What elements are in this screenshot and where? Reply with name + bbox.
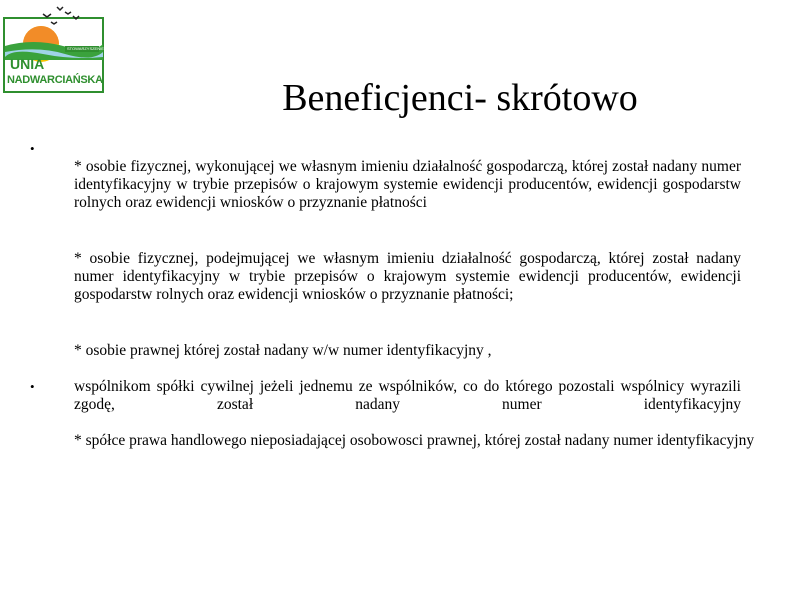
paragraph-natural-person-starting — [74, 250, 741, 305]
logo-text-line2: NADWARCIAŃSKA — [7, 74, 103, 86]
paragraph-natural-person-active — [74, 158, 741, 213]
page-title: Beneficjenci- skrótowo — [282, 77, 638, 120]
paragraph-text: * spółce prawa handlowego nieposiadającej osobowosci prawnej, której został nadany numer identyfikacyjny — [74, 432, 755, 449]
bird-icon — [43, 14, 51, 17]
bullet-marker: • — [30, 379, 35, 394]
bird-icon — [65, 12, 71, 14]
logo — [3, 2, 105, 94]
paragraph-text: * osobie prawnej której został nadany w/w numer identyfikacyjny , — [74, 342, 492, 359]
bird-icon — [57, 7, 63, 10]
paragraph-legal-person — [74, 342, 741, 360]
paragraph-civil-partnership — [74, 378, 741, 414]
paragraph-text: wspólnikom spółki cywilnej jeżeli jednemu ze wspólników, co do którego pozostali wspólnicy wyrazili zgodę, został nadany numer identyfikacyjny — [74, 378, 741, 414]
logo-text-line1: UNIA — [10, 56, 45, 72]
logo-badge-text: STOWARZYSZENIE — [67, 46, 104, 51]
paragraph-commercial-company — [74, 432, 764, 450]
paragraph-text: * osobie fizycznej, wykonującej we własnym imieniu działalność gospodarczą, której został nadany numer identyfikacyjny w trybie przepisów o krajowym systemie ewidencji producentów, ewidencji gospodarstw rolnych oraz ewidencji wniosków o przyznanie płatności — [74, 158, 741, 212]
paragraph-text: * osobie fizycznej, podejmującej we własnym imieniu działalność gospodarczą, której został nadany numer identyfikacyjny w trybie przepisów o krajowym systemie ewidencji producentów, ewidencji gospodarstw rolnych oraz ewidencji wniosków o przyznanie płatności; — [74, 250, 741, 304]
bullet-marker: • — [30, 141, 35, 156]
